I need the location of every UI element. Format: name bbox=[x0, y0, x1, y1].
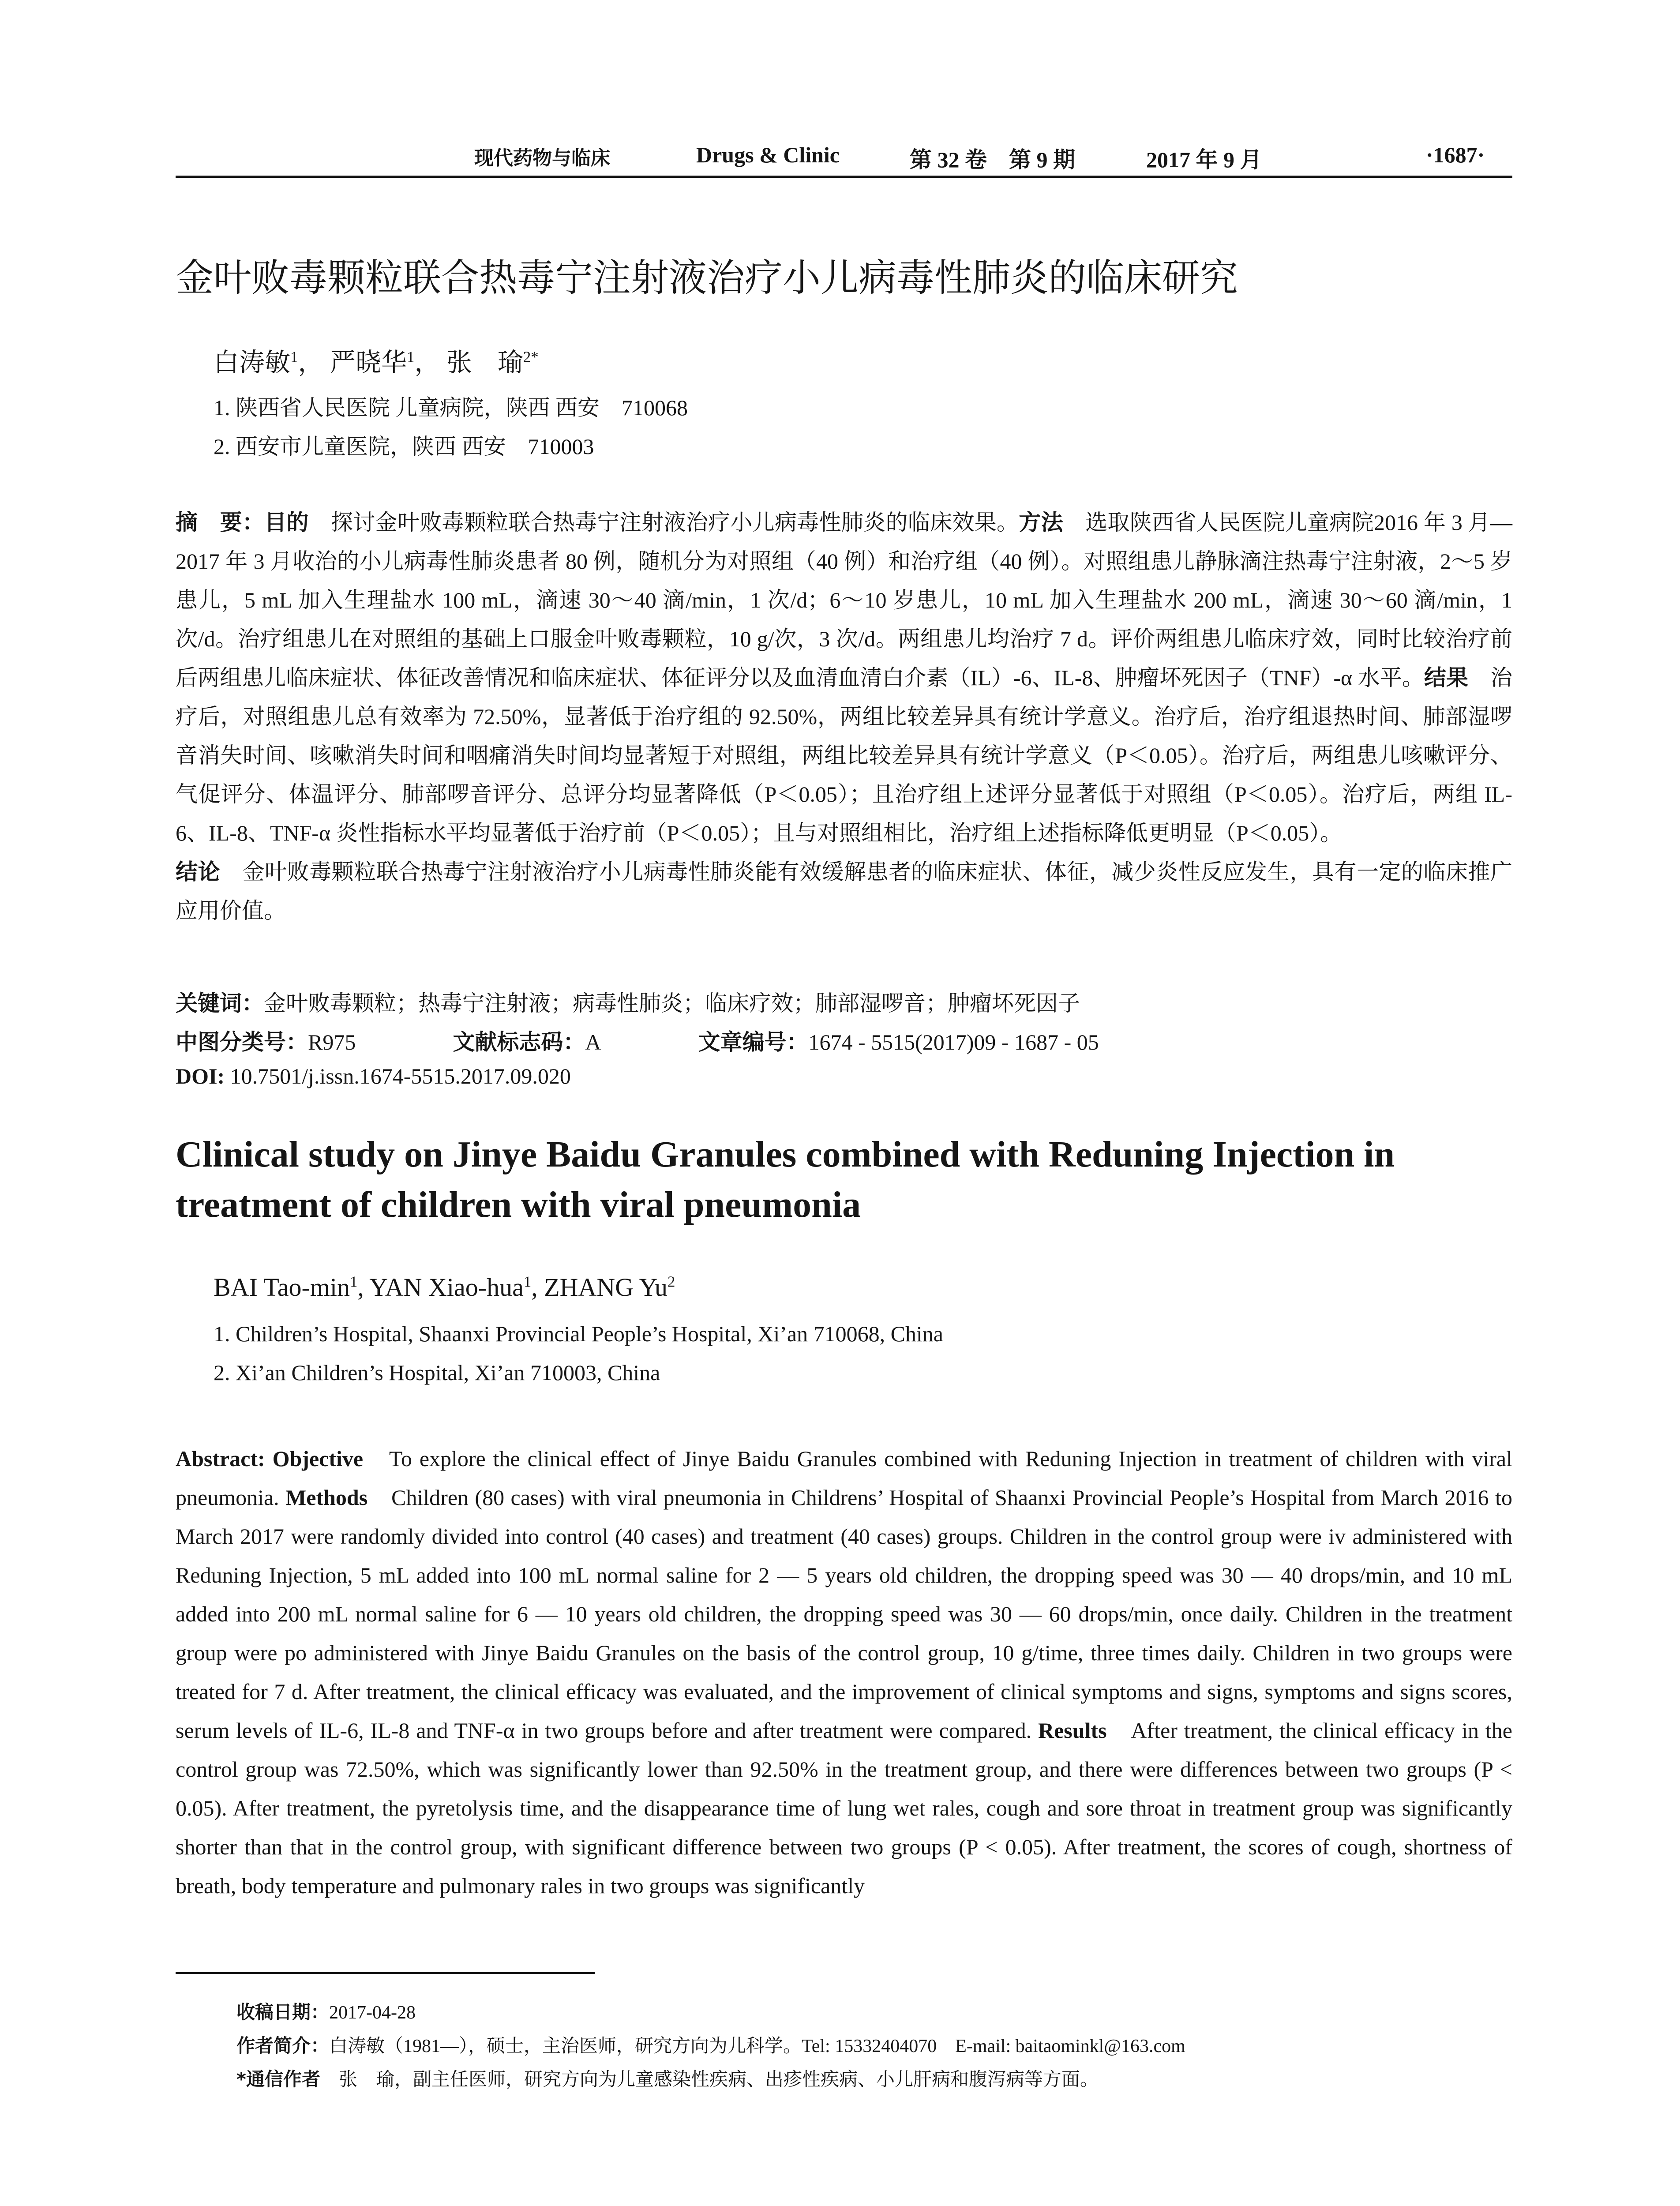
bio-label: 作者简介： bbox=[236, 2035, 330, 2056]
author-affiliation-mark: 1 bbox=[290, 348, 298, 366]
en-affiliation-2: 2. Xi’an Children’s Hospital, Xi’an 710003, China bbox=[214, 1360, 660, 1385]
methods-text: 选取陕西省人民医院儿童病院2016 年 3 月—2017 年 3 月收治的小儿病毒性肺炎患者 80 例，随机分为对照组（40 例）和治疗组（40 例）。对照组患儿静脉滴注热毒宁注射液，2～5 岁患儿，5 mL 加入生理盐水 100 mL，滴速 30～40 滴/min，1 次/d；6～10 岁患儿，10 mL 加入生理盐水 200 mL，滴速 30～60 滴/min，1 次/d。治疗组患儿在对照组的基础上口服金叶败毒颗粒，10 g/次，3 次/d。两组患儿均治疗 7 d。评价两组患儿临床疗效，同时比较治疗前后两组患儿临床症状、体征改善情况和临床症状、体征评分以及血清血清白介素（IL）-6、IL-8、肿瘤坏死因子（TNF）-α 水平。 bbox=[176, 510, 1513, 690]
cn-authors: 白涛敏$^1$， 严晓华$^1$， 张 瑜$^{2*}$ bbox=[214, 348, 539, 377]
cn-affiliation-1: 1. 陕西省人民医院 儿童病院，陕西 西安 710068 bbox=[214, 395, 688, 420]
received-label: 收稿日期： bbox=[236, 2001, 330, 2023]
article-number: 1674 - 5515(2017)09 - 1687 - 05 bbox=[808, 1030, 1099, 1054]
author-affiliation-mark: 1 bbox=[350, 1273, 358, 1291]
author-name: 白涛敏 bbox=[214, 348, 291, 377]
clc-code: R975 bbox=[308, 1030, 356, 1054]
results-text: 治疗后，对照组患儿总有效率为 72.50%，显著低于治疗组的 92.50%，两组比较差异具有统计学意义。治疗后，治疗组退热时间、肺部湿啰音消失时间、咳嗽消失时间和咽痛消失时间均显著短于对照组，两组比较差异具有统计学意义（P＜0.05）。治疗后，两组患儿咳嗽评分、气促评分、体温评分、肺部啰音评分、总评分均显著降低（P＜0.05）；且治疗组上述评分显著低于对照组（P＜0.05）。治疗后，两组 IL-6、IL-8、TNF-α 炎性指标水平均显著低于治疗前（P＜0.05）；且与对照组相比，治疗组上述指标降低更明显（P＜0.05）。 bbox=[176, 665, 1512, 845]
en-affiliation-1: 1. Children’s Hospital, Shaanxi Provincial People’s Hospital, Xi’an 710068, China bbox=[214, 1321, 944, 1346]
methods-label: Methods bbox=[285, 1485, 368, 1510]
methods-text: Children (80 cases) with viral pneumonia in Childrens’ Hospital of Shaanxi Provincial People’s Hospital from March 2016 to March 2017 were randomly divided into control (40 cases) and treatment (40 cases) groups. Children in the control group were iv administered with Reduning Injection, 5 mL added into 100 mL normal saline for 2 — 5 years old children, the dropping speed was 30 — 40 drops/min, and 10 mL added into 200 mL normal saline for 6 — 10 years old children, the dropping speed was 30 — 60 drops/min, once daily. Children in the treatment group were po administered with Jinye Baidu Granules on the basis of the control group, 10 g/time, three times daily. Children in two groups were treated for 7 d. After treatment, the clinical efficacy was evaluated, and the improvement of clinical symptoms and signs, symptoms and signs scores, serum levels of IL-6, IL-8 and TNF-α in two groups before and after treatment were compared. bbox=[176, 1485, 1512, 1743]
results-text: After treatment, the clinical efficacy in the control group was 72.50%, which was significantly lower than 92.50% in the treatment group, and there were differences between two groups (P < 0.05). After treatment, the pyretolysis time, and the disappearance time of lung wet rales, cough and sore throat in treatment group was significantly shorter than that in the control group, with significant difference between two groups (P < 0.05). After treatment, the scores of cough, shortness of breath, body temperature and pulmonary rales in two groups was significantly bbox=[176, 1718, 1512, 1898]
doi-label: DOI: bbox=[176, 1064, 225, 1088]
author-bio-line bbox=[236, 2031, 1185, 2058]
journal-name-cn: 现代药物与临床 bbox=[474, 147, 610, 169]
objective-text: To explore the clinical effect of Jinye Baidu Granules combined with Reduning Injection in treatment of children with viral pneumonia. bbox=[176, 1446, 1513, 1510]
author-name: YAN Xiao-hua bbox=[369, 1273, 524, 1302]
conclusion-text: 金叶败毒颗粒联合热毒宁注射液治疗小儿病毒性肺炎能有效缓解患者的临床症状、体征，减少炎性反应发生，具有一定的临床推广应用价值。 bbox=[176, 859, 1513, 923]
keywords: 金叶败毒颗粒；热毒宁注射液；病毒性肺炎；临床疗效；肺部湿啰音；肿瘤坏死因子 bbox=[264, 991, 1080, 1016]
doi-line bbox=[176, 1063, 571, 1089]
author-affiliation-mark: 1 bbox=[523, 1273, 532, 1291]
header-rule bbox=[176, 176, 1512, 178]
issue-date: 2017 年 9 月 bbox=[1146, 147, 1262, 172]
received-date: 2017-04-28 bbox=[329, 2003, 416, 2023]
en-abstract bbox=[176, 1439, 1512, 1905]
author-name: BAI Tao-min bbox=[214, 1273, 350, 1302]
author-affiliation-mark: 1 bbox=[406, 348, 415, 366]
corresponding-author-line bbox=[236, 2065, 1099, 2091]
doc-code: A bbox=[585, 1030, 601, 1054]
volume-issue: 第 32 卷 第 9 期 bbox=[910, 147, 1075, 172]
footnote-rule bbox=[176, 1972, 595, 1974]
doi: 10.7501/j.issn.1674-5515.2017.09.020 bbox=[225, 1064, 571, 1088]
received-date-line bbox=[236, 1998, 416, 2024]
objective-label: Objective bbox=[265, 1446, 364, 1471]
keywords-line bbox=[176, 986, 1080, 1017]
author-name: 严晓华 bbox=[330, 348, 407, 377]
doc-code-label: 文献标志码： bbox=[453, 1029, 585, 1055]
objective-label: 目的 bbox=[264, 510, 309, 535]
author-name: ZHANG Yu bbox=[544, 1273, 668, 1302]
en-title: Clinical study on Jinye Baidu Granules combined with Reduning Injection in treatment of children with viral pneumonia bbox=[176, 1134, 1395, 1225]
author-affiliation-mark: 2* bbox=[523, 348, 539, 366]
abstract-label: 摘 要： bbox=[176, 510, 265, 535]
author-affiliation-mark: 2 bbox=[668, 1273, 675, 1291]
methods-label: 方法 bbox=[1019, 510, 1063, 535]
classification-line bbox=[176, 1024, 1099, 1056]
corresponding-author: 张 瑜，副主任医师，研究方向为儿童感染性疾病、出疹性疾病、小儿肝病和腹泻病等方面。 bbox=[320, 2070, 1099, 2090]
cn-title: 金叶败毒颗粒联合热毒宁注射液治疗小儿病毒性肺炎的临床研究 bbox=[176, 256, 1238, 300]
page-number: ·1687· bbox=[1426, 143, 1485, 167]
keywords-label: 关键词： bbox=[176, 990, 264, 1016]
author-bio: 白涛敏（1981—），硕士，主治医师，研究方向为儿科学。Tel: 15332404070 E-mail: baitaominkl@163.com bbox=[329, 2036, 1185, 2056]
conclusion-label: 结论 bbox=[176, 859, 221, 885]
cn-abstract bbox=[176, 503, 1512, 930]
cn-affiliation-2: 2. 西安市儿童医院，陕西 西安 710003 bbox=[214, 434, 594, 459]
en-authors: BAI Tao-$\min^1$, YAN Xiao-hua$^1$, ZHANG Yu$^2$ bbox=[214, 1273, 675, 1302]
corresponding-label: *通信作者 bbox=[236, 2068, 320, 2090]
objective-text: 探讨金叶败毒颗粒联合热毒宁注射液治疗小儿病毒性肺炎的临床效果。 bbox=[308, 510, 1019, 535]
author-name: 张 瑜 bbox=[446, 348, 523, 377]
abstract-label: Abstract: bbox=[176, 1446, 265, 1471]
journal-name-en: Drugs & Clinic bbox=[696, 143, 840, 167]
results-label: 结果 bbox=[1424, 665, 1468, 690]
results-label: Results bbox=[1038, 1718, 1107, 1743]
clc-label: 中图分类号： bbox=[176, 1029, 308, 1055]
article-number-label: 文章编号： bbox=[698, 1029, 809, 1055]
